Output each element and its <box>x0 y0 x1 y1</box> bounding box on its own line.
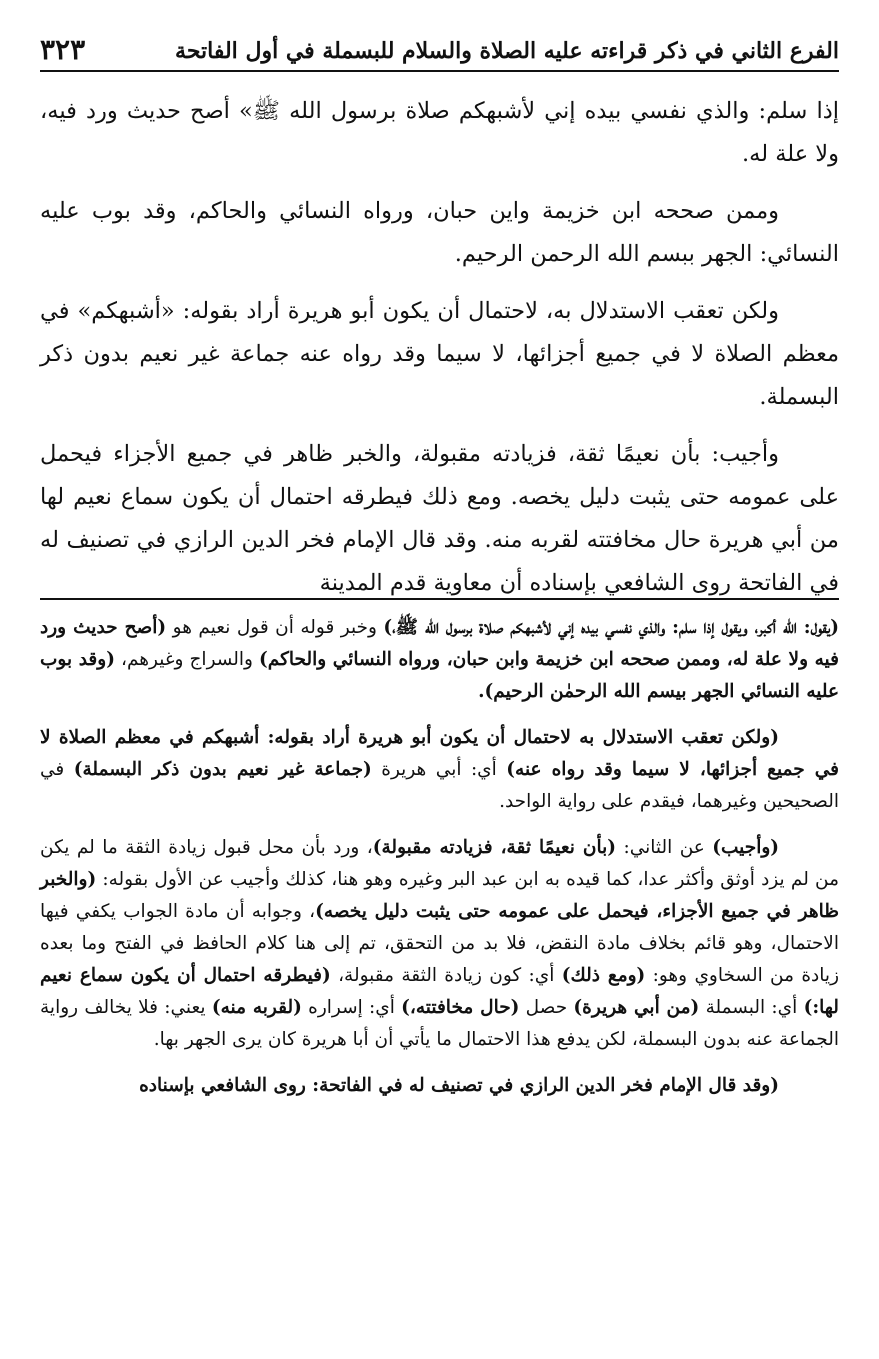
commentary-paragraph <box>40 612 839 708</box>
commentary-text: أي: كون زيادة الثقة مقبولة، <box>330 965 562 986</box>
commentary-paragraph <box>40 1070 839 1102</box>
quoted-text: (بأن نعيمًا ثقة، فزيادته مقبولة) <box>372 837 617 858</box>
commentary-text: يعني: فلا يخالف رواية الجماعة عنه بدون البسملة، لكن يدفع هذا الاحتمال ما يأتي أن أبا هريرة كان يرى الجهر بها. <box>40 997 839 1050</box>
main-text <box>40 90 839 619</box>
commentary-divider <box>40 598 839 600</box>
page-number: ٣٢٣ <box>40 33 86 66</box>
commentary-text: أي: البسملة <box>699 997 804 1018</box>
running-title: الفرع الثاني في ذكر قراءته عليه الصلاة والسلام للبسملة في أول الفاتحة <box>175 38 839 64</box>
commentary-text: ، ورد بأن محل قبول زيادة الثقة ما لم يكن من لم يزد أوثق وأكثر عدا، كما قيده به ابن عبد البر وغيره وهو هنا، كذلك وأجيب عن الأول بقوله: <box>40 837 839 890</box>
quoted-text: (أصح حديث ورد فيه ولا علة له، وممن صححه ابن خزيمة وابن حبان، ورواه النسائي والحاكم) <box>40 617 839 670</box>
commentary-text: ، وجوابه أن مادة الجواب يكفي فيها الاحتمال، وهو قائم بخلاف مادة النقض، فلا بد من التحقق، تم إلى هنا كلام الحافظ في الفتح وما بعده زيادة من السخاوي وهو: <box>40 901 840 986</box>
main-paragraph: وأجيب: بأن نعيمًا ثقة، فزيادته مقبولة، والخبر ظاهر في جميع الأجزاء فيحمل على عمومه حتى يثبت دليل يخصه. ومع ذلك فيطرقه احتمال أن يكون سماع نعيم لها من أبي هريرة حال مخافتته لقربه منه. وقد قال الإمام فخر الدين الرازي في تصنيف له في الفاتحة روى الشافعي بإسناده أن معاوية قدم المدينة <box>40 441 839 596</box>
quoted-text: (ومع ذلك) <box>561 965 646 986</box>
quoted-text: (لقربه منه) <box>211 997 302 1018</box>
quoted-text: (وقد بوب عليه النسائي الجهر بيسم الله الرحمٰن الرحيم). <box>40 649 839 702</box>
quoted-text: (حال مخافتته،) <box>401 997 520 1018</box>
commentary-text: حصل <box>519 997 574 1018</box>
quoted-text: (جماعة غير نعيم بدون ذكر البسملة) <box>73 759 372 780</box>
quoted-text: (ولكن تعقب الاستدلال به لاحتمال أن يكون أبو هريرة أراد بقوله: أشبهكم في معظم الصلاة لا في جميع أجزائها، لا سيما وقد رواه عنه) <box>40 727 839 780</box>
quoted-text: (يقول: الله أكبر، ويقول إذا سلم: والذي نفسي بيده إني لأشبهكم صلاة برسول الله ﷺ،) <box>383 617 839 638</box>
commentary-paragraph <box>40 722 839 818</box>
quoted-text: (من أبي هريرة) <box>573 997 700 1018</box>
quoted-text: (وقد قال الإمام فخر الدين الرازي في تصنيف له في الفاتحة: روى الشافعي بإسناده <box>139 1075 779 1096</box>
page-header <box>40 30 839 72</box>
quoted-text: (وأجيب) <box>712 837 780 858</box>
main-paragraph: وممن صححه ابن خزيمة واين حبان، ورواه النسائي والحاكم، وقد بوب عليه النسائي: الجهر ببسم الله الرحمن الرحيم. <box>40 198 839 267</box>
commentary-text: في الصحيحين وغيرهما، فيقدم على رواية الواحد. <box>40 759 839 812</box>
main-paragraph: إذا سلم: والذي نفسي بيده إني لأشبهكم صلاة برسول الله ﷺ» أصح حديث ورد فيه، ولا علة له. <box>40 98 839 167</box>
commentary <box>40 612 839 1116</box>
main-paragraph: ولكن تعقب الاستدلال به، لاحتمال أن يكون أبو هريرة أراد بقوله: «أشبهكم» في معظم الصلاة لا في جميع أجزائها، لا سيما وقد رواه عنه جماعة غير نعيم بدون ذكر البسملة. <box>40 298 839 410</box>
quoted-text: (فيطرقه احتمال أن يكون سماع نعيم لها:) <box>40 965 839 1018</box>
commentary-paragraph <box>40 832 839 1056</box>
commentary-text: أي: أبي هريرة <box>371 759 507 780</box>
commentary-text: وخبر قوله أن قول نعيم هو <box>166 617 384 638</box>
quoted-text: (والخبر ظاهر في جميع الأجزاء، فيحمل على عمومه حتى يثبت دليل يخصه) <box>40 869 839 922</box>
commentary-text: والسراج وغيرهم، <box>114 649 260 670</box>
commentary-text: عن الثاني: <box>616 837 713 858</box>
commentary-text: أي: إسراره <box>301 997 402 1018</box>
